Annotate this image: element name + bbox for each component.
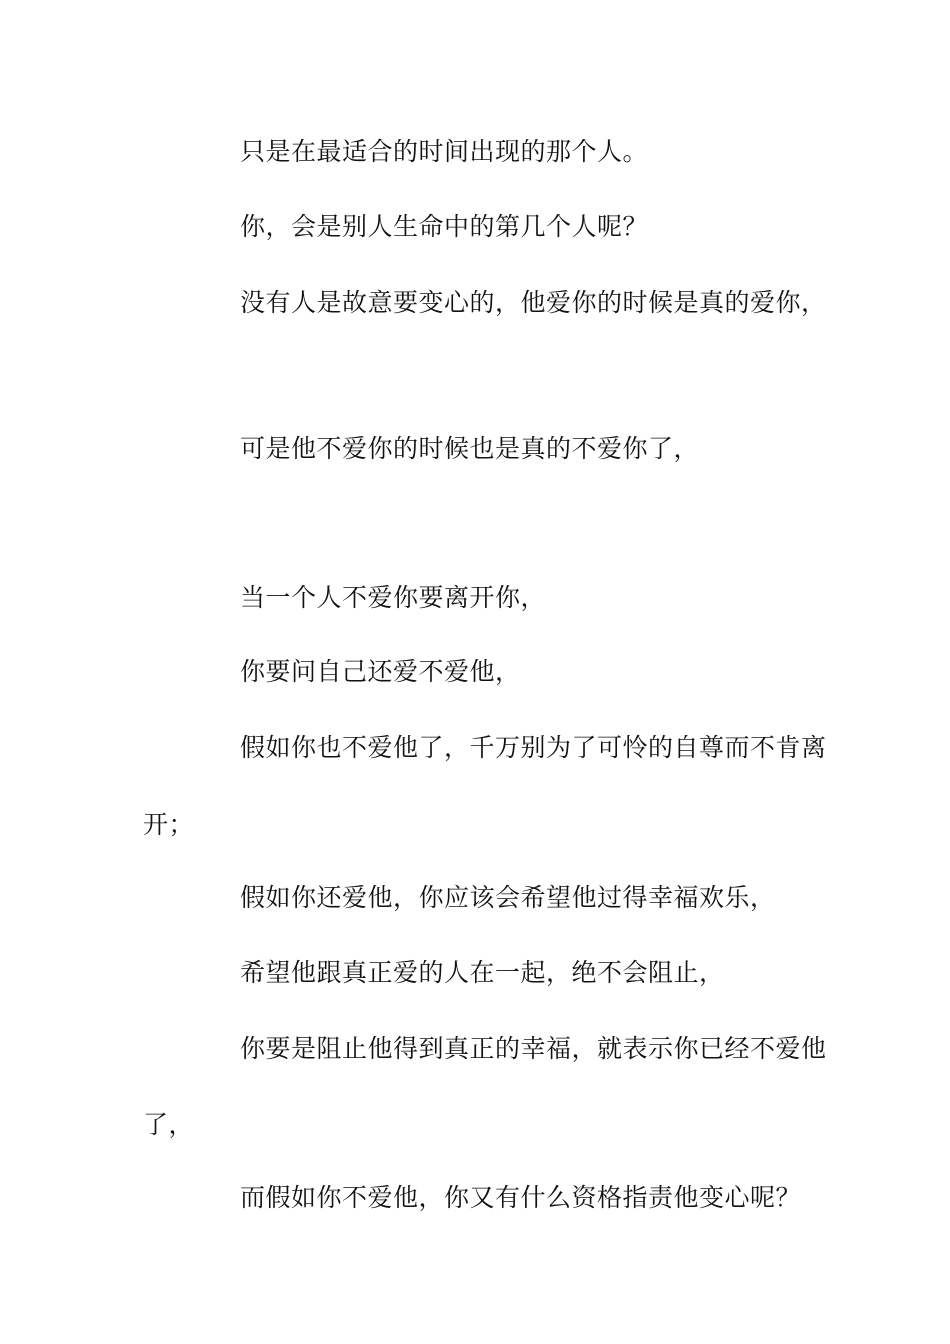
- paragraph-line: 你要问自己还爱不爱他，: [240, 657, 521, 686]
- paragraph-line: 而假如你不爱他，你又有什么资格指责他变心呢？: [240, 1183, 802, 1212]
- paragraph-line: 了，: [143, 1110, 195, 1139]
- paragraph-line: 当一个人不爱你要离开你，: [240, 583, 547, 612]
- paragraph-line: 假如你也不爱他了，千万别为了可怜的自尊而不肯离: [240, 733, 827, 762]
- paragraph-line: 你要是阻止他得到真正的幸福，就表示你已经不爱他: [240, 1034, 827, 1063]
- paragraph-line: 没有人是故意要变心的，他爱你的时候是真的爱你，: [240, 288, 827, 317]
- paragraph-line: 你，会是别人生命中的第几个人呢？: [240, 212, 649, 241]
- paragraph-line: 假如你还爱他，你应该会希望他过得幸福欢乐，: [240, 883, 776, 912]
- paragraph-line: 只是在最适合的时间出现的那个人。: [240, 137, 649, 166]
- paragraph-line: 开；: [143, 810, 195, 839]
- paragraph-line: 希望他跟真正爱的人在一起，绝不会阻止，: [240, 958, 725, 987]
- paragraph-line: 可是他不爱你的时候也是真的不爱你了，: [240, 434, 700, 463]
